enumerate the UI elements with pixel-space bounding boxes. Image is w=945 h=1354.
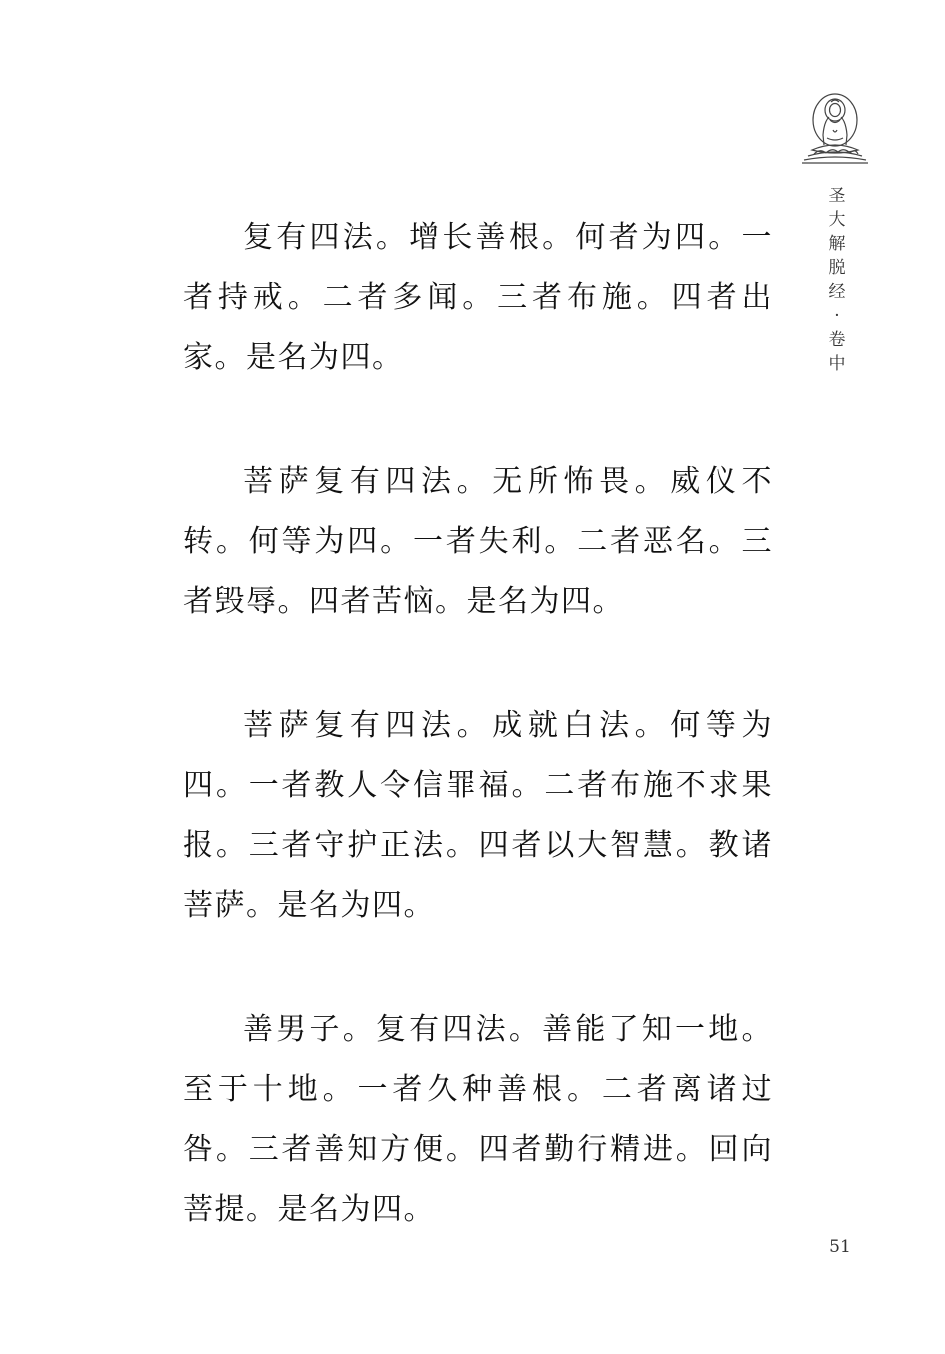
running-head-char: 脱 [828, 258, 846, 278]
page-number: 51 [829, 1237, 851, 1257]
paragraph: 善男子。复有四法。善能了知一地。至于十地。一者久种善根。二者离诸过咎。三者善知方便。四者勤行精进。回向菩提。是名为四。 [183, 1012, 773, 1227]
paragraph: 复有四法。增长善根。何者为四。一者持戒。二者多闻。三者布施。四者出家。是名为四。 [183, 220, 773, 375]
running-head-char: 卷 [828, 330, 846, 350]
running-head-text [826, 184, 848, 376]
running-head-char: 经 [828, 282, 846, 302]
running-head-char: 大 [828, 210, 846, 230]
paragraph: 菩萨复有四法。无所怖畏。威仪不转。何等为四。一者失利。二者恶名。三者毁辱。四者苦恼。是名为四。 [183, 464, 773, 619]
running-head-char: 中 [828, 354, 846, 374]
buddha-icon [800, 90, 870, 168]
paragraph: 菩萨复有四法。成就白法。何等为四。一者教人令信罪福。二者布施不求果报。三者守护正法。四者以大智慧。教诸菩萨。是名为四。 [183, 708, 773, 923]
running-head-char: · [834, 306, 840, 326]
body-text [183, 208, 773, 1304]
running-head-char: 解 [828, 234, 846, 254]
running-head-char: 圣 [828, 186, 846, 206]
running-head [826, 184, 848, 376]
